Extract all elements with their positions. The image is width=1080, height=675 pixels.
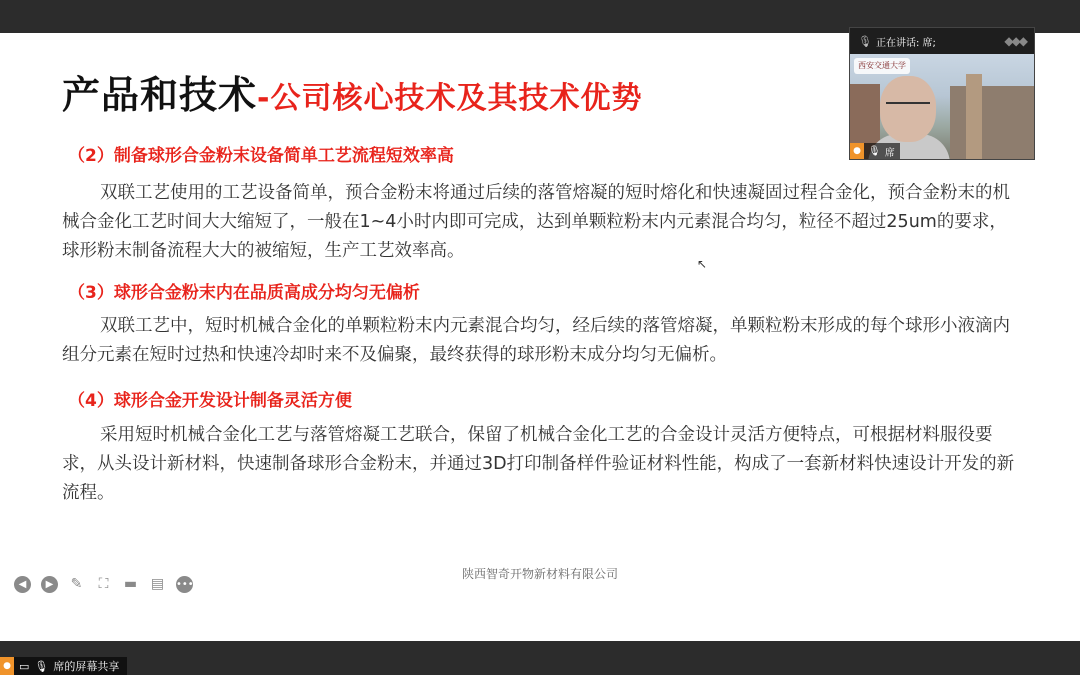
camera-icon[interactable]: ▬ bbox=[123, 576, 138, 592]
speaker-badge bbox=[850, 143, 900, 159]
speaking-label: 正在讲话: 席; bbox=[876, 37, 936, 49]
screenshot-icon[interactable]: ⛶ bbox=[98, 576, 109, 592]
section-body-4: 采用短时机械合金化工艺与落管熔凝工艺联合，保留了机械合金化工艺的合金设计灵活方便特点，可根据材料服役要求，从头设计新材料，快速制备球形合金粉末，并通过3D打印制备样件验证材料性能，构成了一套新材料快速设计开发的新流程。 bbox=[62, 425, 1015, 503]
pen-icon[interactable]: ✎ bbox=[70, 576, 83, 592]
title-main: 产品和技术 bbox=[62, 73, 258, 117]
title-subtitle: -公司核心技术及其技术优势 bbox=[257, 81, 643, 116]
university-logo: 西安交通大学 bbox=[854, 58, 910, 74]
slide-title bbox=[62, 64, 642, 119]
more-icon[interactable]: ••• bbox=[176, 576, 193, 593]
section-body-2: 双联工艺使用的工艺设备简单，预合金粉末将通过后续的落管熔凝的短时熔化和快速凝固过程合金化，预合金粉末的机械合金化工艺时间大大缩短了，一般在1~4小时内即可完成，达到单颗粒粉末内元素混合均匀，粒径不超过25um的要求，球形粉末制备流程大大的被缩短，生产工艺效率高。 bbox=[62, 183, 1010, 261]
prev-icon[interactable]: ◀ bbox=[14, 576, 31, 593]
user-icon: ● bbox=[850, 143, 864, 159]
next-icon[interactable]: ▶ bbox=[41, 576, 58, 593]
comment-icon[interactable]: ▤ bbox=[150, 576, 165, 592]
screen-share-badge[interactable] bbox=[0, 657, 127, 675]
section-heading-4: （4）球形合金开发设计制备灵活方便 bbox=[68, 391, 352, 411]
section-heading-2: （2）制备球形合金粉末设备简单工艺流程短效率高 bbox=[68, 146, 454, 166]
layout-icon[interactable]: ◆◆◆ bbox=[1004, 34, 1026, 48]
section-heading-3: （3）球形合金粉末内在品质高成分均匀无偏析 bbox=[68, 283, 420, 303]
speaker-name: 席 bbox=[884, 147, 895, 159]
screen-share-label: 席的屏幕共享 bbox=[53, 660, 120, 673]
presentation-toolbar bbox=[14, 576, 193, 593]
tower bbox=[966, 74, 982, 159]
bottom-bar bbox=[0, 641, 1080, 675]
mic-icon: 🎙 bbox=[34, 659, 49, 673]
screen-icon: ▭ bbox=[19, 659, 30, 673]
mouse-cursor-icon: ↖ bbox=[697, 257, 708, 271]
speaker-video bbox=[850, 54, 1034, 159]
video-panel-header bbox=[850, 28, 1034, 54]
mic-icon: 🎙 bbox=[868, 145, 881, 157]
section-body-3: 双联工艺中，短时机械合金化的单颗粒粉末内元素混合均匀，经后续的落管熔凝，单颗粒粉末形成的每个球形小液滴内组分元素在短时过热和快速冷却时来不及偏聚，最终获得的球形粉末成分均匀无偏析。 bbox=[62, 316, 1010, 365]
user-icon: ● bbox=[0, 657, 14, 675]
slide-footer: 陕西智奇开物新材料有限公司 bbox=[461, 567, 618, 581]
mic-icon: 🎙 bbox=[858, 35, 872, 48]
glasses bbox=[886, 102, 930, 114]
building bbox=[950, 86, 1034, 159]
video-panel[interactable] bbox=[849, 27, 1035, 160]
